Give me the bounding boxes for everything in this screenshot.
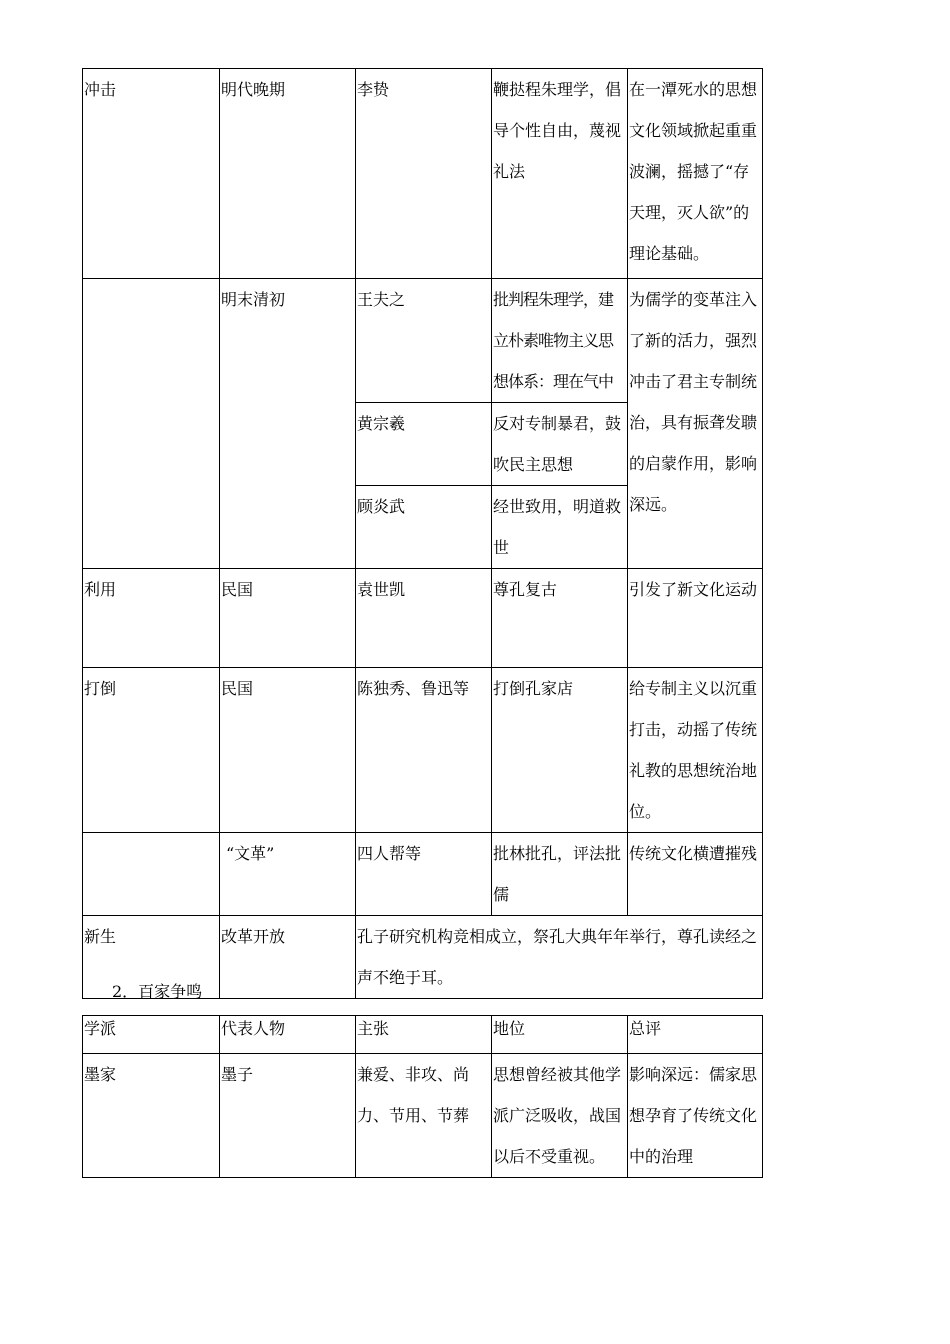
- view-cell: 尊孔复古: [492, 569, 628, 668]
- period-cell: 明代晚期: [220, 69, 356, 279]
- header-status: 地位: [492, 1016, 628, 1054]
- period-cell: 民国: [220, 668, 356, 833]
- person-cell: 王夫之: [356, 279, 492, 403]
- table-row: [83, 1054, 763, 1178]
- view-cell: 打倒孔家店: [492, 668, 628, 833]
- view-cell: 经世致用，明道救世: [492, 486, 628, 569]
- view-cell: 反对专制暴君，鼓吹民主思想: [492, 403, 628, 486]
- person-cell: 顾炎武: [356, 486, 492, 569]
- view-cell: 鞭挞程朱理学，倡导个性自由，蔑视礼法: [492, 69, 628, 279]
- section-caption: 2．百家争鸣: [112, 982, 203, 1001]
- header-claim: 主张: [356, 1016, 492, 1054]
- school-cell: 墨家: [83, 1054, 220, 1178]
- table-row: [83, 668, 763, 833]
- attitude-cell: [83, 279, 220, 569]
- claim-cell: 兼爱、非攻、尚力、节用、节葬: [356, 1054, 492, 1178]
- impact-cell: 为儒学的变革注入了新的活力，强烈冲击了君主专制统治，具有振聋发聩的启蒙作用，影响深远。: [628, 279, 763, 569]
- table-row: [83, 833, 763, 916]
- impact-cell: 给专制主义以沉重打击，动摇了传统礼教的思想统治地位。: [628, 668, 763, 833]
- person-cell: 黄宗羲: [356, 403, 492, 486]
- person-cell: 袁世凯: [356, 569, 492, 668]
- comment-cell: 影响深远：儒家思想孕育了传统文化中的治理: [628, 1054, 763, 1178]
- table-row: [83, 69, 763, 279]
- view-cell: 批林批孔，评法批儒: [492, 833, 628, 916]
- hundred-schools-table: [82, 1015, 763, 1178]
- representative-cell: 墨子: [220, 1054, 356, 1178]
- table-row: [83, 279, 763, 403]
- person-cell: 陈独秀、鲁迅等: [356, 668, 492, 833]
- period-cell: 民国: [220, 569, 356, 668]
- period-cell: 明末清初: [220, 279, 356, 569]
- attitude-cell: 新生: [83, 916, 220, 999]
- view-cell: 批判程朱理学，建立朴素唯物主义思想体系：理在气中: [492, 279, 628, 403]
- header-representative: 代表人物: [220, 1016, 356, 1054]
- attitude-cell: 冲击: [83, 69, 220, 279]
- impact-cell: 在一潭死水的思想文化领域掀起重重波澜，摇撼了“存天理，灭人欲”的理论基础。: [628, 69, 763, 279]
- status-cell: 思想曾经被其他学派广泛吸收，战国以后不受重视。: [492, 1054, 628, 1178]
- period-cell: “文革”: [220, 833, 356, 916]
- impact-cell: 传统文化横遭摧残: [628, 833, 763, 916]
- attitude-cell: [83, 833, 220, 916]
- header-comment: 总评: [628, 1016, 763, 1054]
- impact-cell: 引发了新文化运动: [628, 569, 763, 668]
- header-school: 学派: [83, 1016, 220, 1054]
- attitude-cell: 利用: [83, 569, 220, 668]
- merged-description-cell: 孔子研究机构竞相成立，祭孔大典年年举行，尊孔读经之声不绝于耳。: [356, 916, 763, 999]
- person-cell: 四人帮等: [356, 833, 492, 916]
- table-row: [83, 569, 763, 668]
- thought-evolution-table: [82, 68, 763, 999]
- period-cell: 改革开放: [220, 916, 356, 999]
- attitude-cell: 打倒: [83, 668, 220, 833]
- table-header-row: [83, 1016, 763, 1054]
- person-cell: 李贽: [356, 69, 492, 279]
